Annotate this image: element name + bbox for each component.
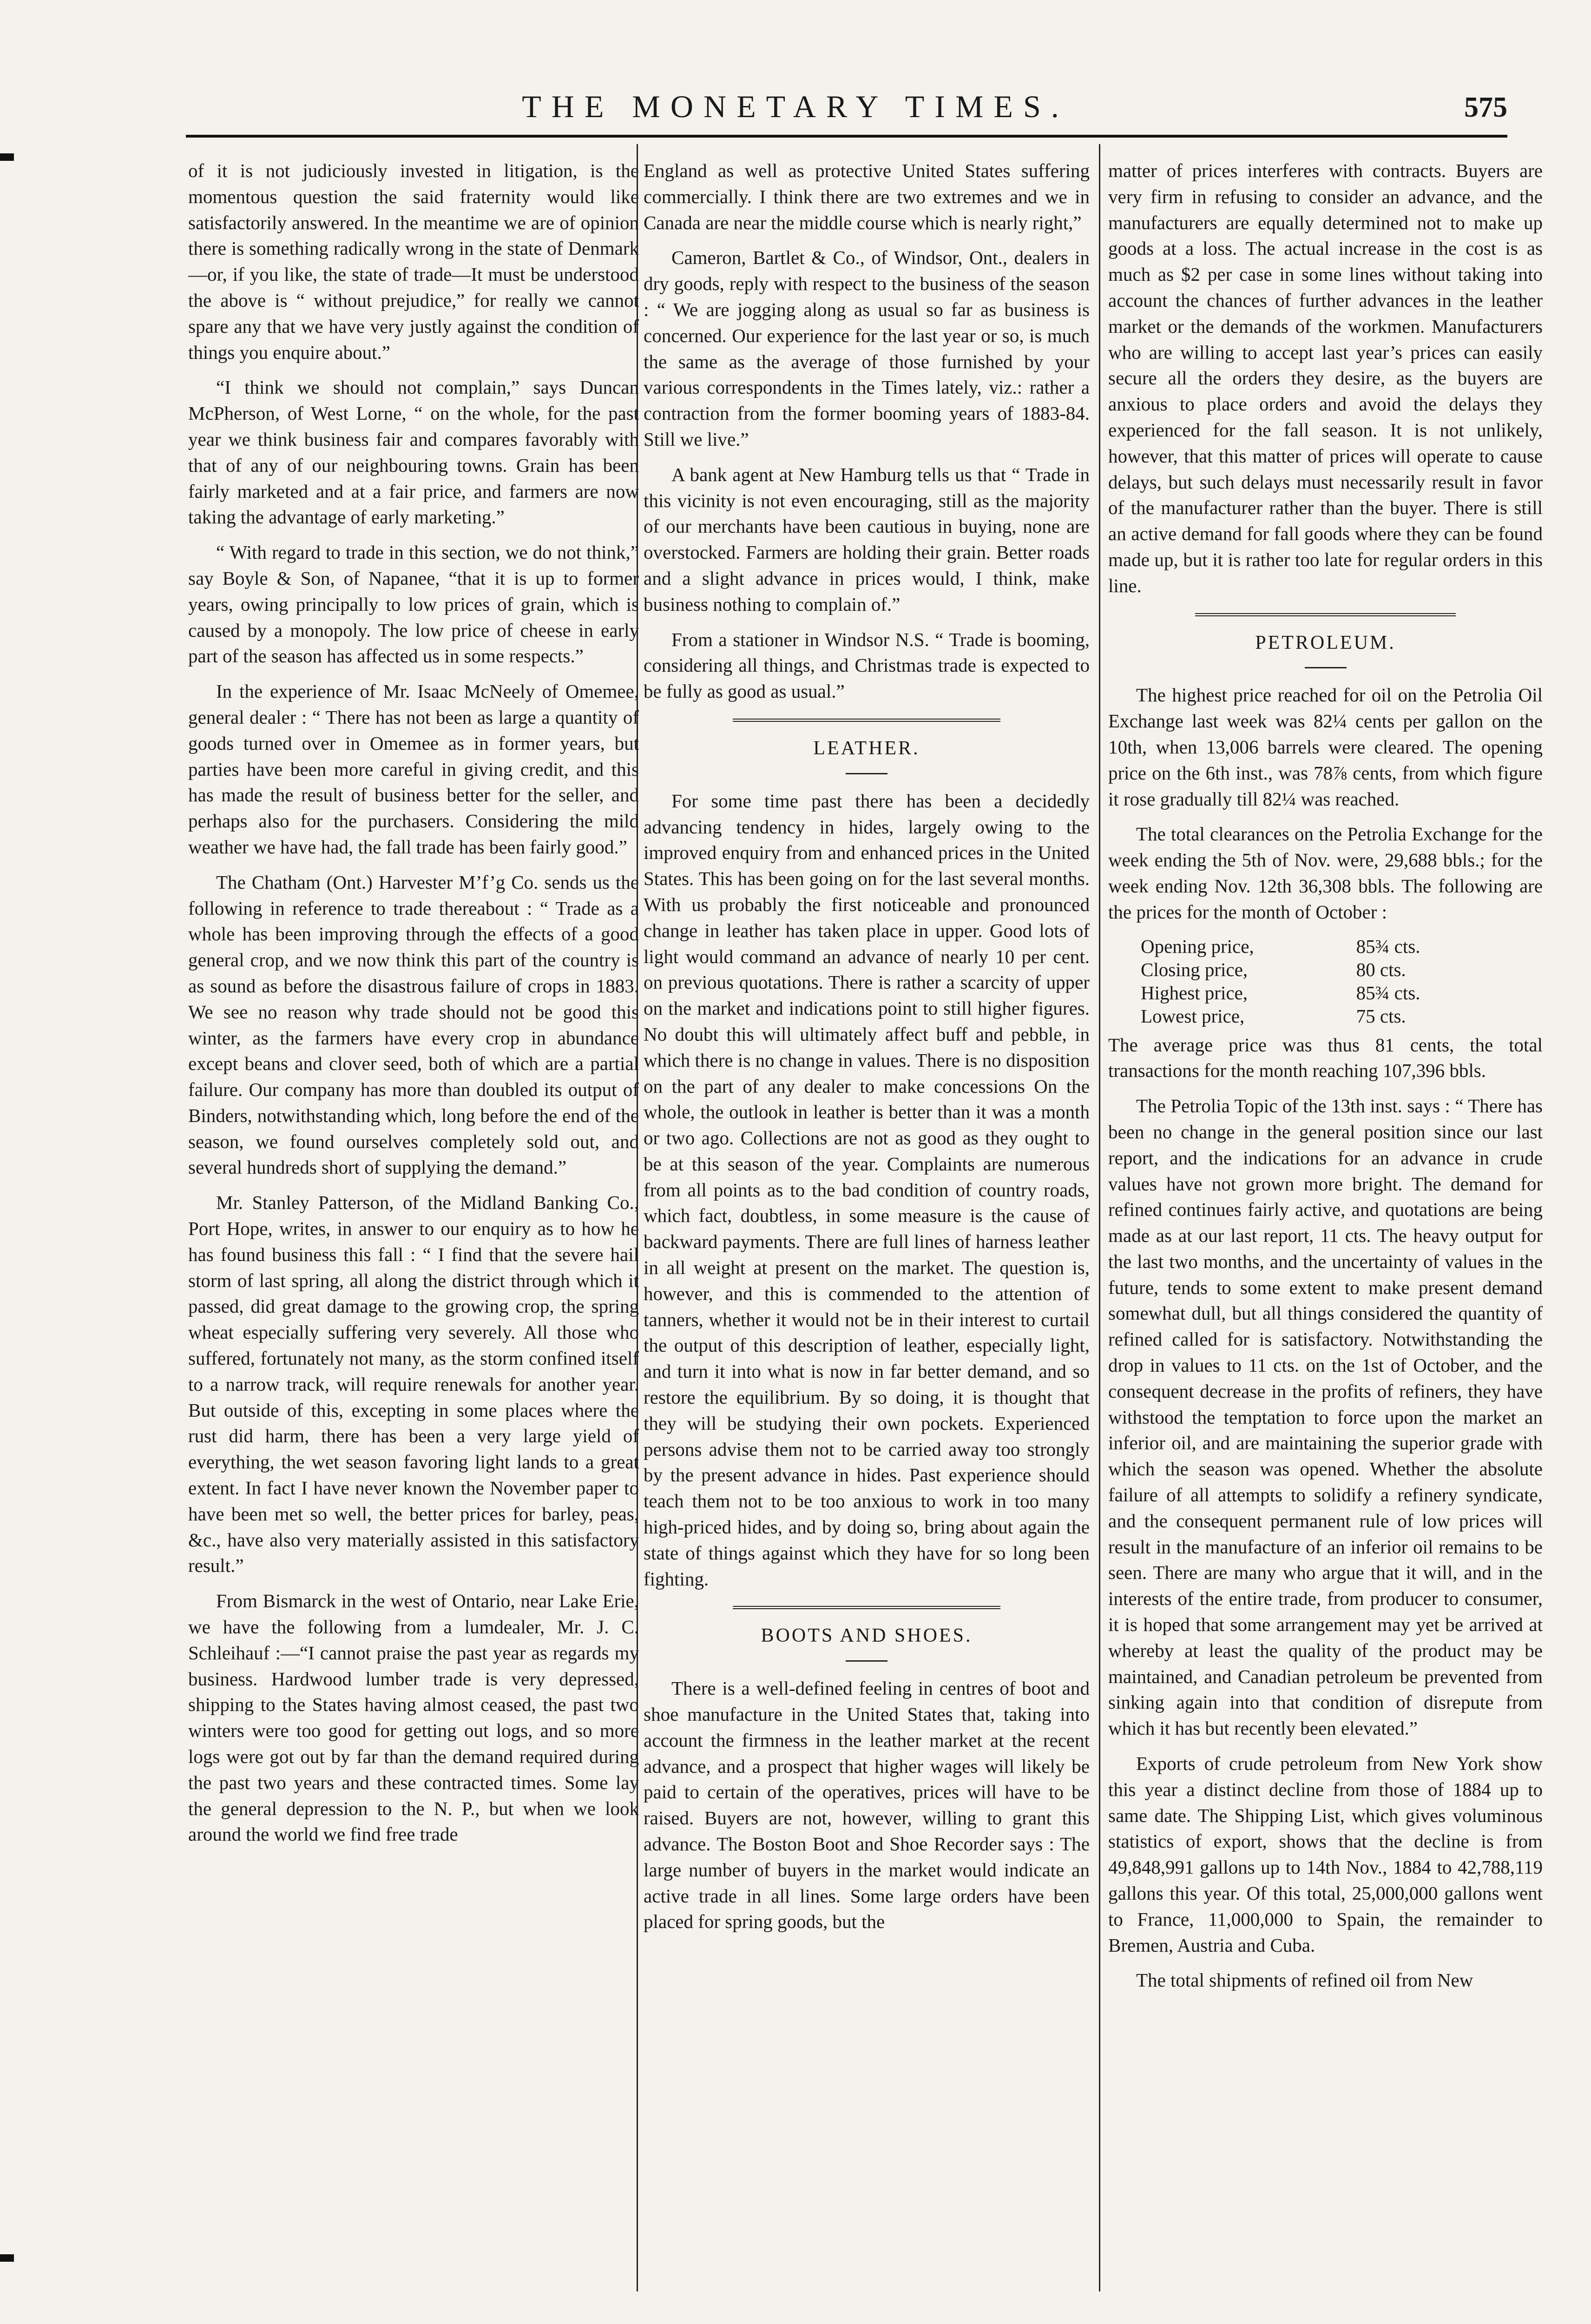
price-label: Lowest price, [1141,1005,1245,1027]
section-heading-leather: LEATHER. [813,737,920,759]
paragraph: The total clearances on the Petrolia Exchange for the week ending the 5th of Nov. were, 29,688 bbls.; for the week ending Nov. 12th 36,308 bbls. The following are the prices for the month of October : [1108,823,1543,923]
paragraph: England as well as protective United States suffering commercially. I think there are two extremes and we in Canada are near the middle course which is nearly right,” [644,160,1090,233]
page-number: 575 [1464,92,1507,123]
column-2 [644,158,1090,2264]
paragraph: “I think we should not complain,” says Duncan McPherson, of West Lorne, “ on the whole, for the past year we think business fair and compares favorably with that of any of our neighbouring towns. Grain has been fairly marketed and at a fair price, and farmers are now taking the advantage of early marketing.” [188,376,639,528]
paragraph: The Petrolia Topic of the 13th inst. says : “ There has been no change in the general position since our last report, and the indications for an advance in crude values have not grown more bright. The demand for refined continues fairly active, and quotations are being made as at our last report, 11 cts. The heavy output for the last two months, and the uncertainty of values in the future, tends to some extent to make present demand somewhat dull, but all things considered the quantity of refined called for is satisfactory. Notwithstanding the drop in values to 11 cts. on the 1st of October, and the consequent decrease in the profits of refiners, they have withstood the temptation to force upon the market an inferior oil, and are maintaining the superior grade with which the season was opened. Whether the absolute failure of all attempts to solidify a refinery syndicate, and the consequent permanent rule of low prices will result in the manufacture of an inferior oil remains to be seen. There are many who argue that it will, and in the interests of the entire trade, from producer to consumer, it is hoped that some arrangement may yet be arrived at whereby at least the quality of the product may be maintained, and Canadian petroleum be prevented from sinking again into that condition of disrepute from which it has but recently been elevated.” [1108,1095,1543,1739]
heading-rule [1305,667,1347,668]
paragraph: The total shipments of refined oil from New [1136,1969,1473,1991]
section-divider [733,1606,1000,1611]
paragraph: Exports of crude petroleum from New York show this year a distinct decline from those of 1884 up to same date. The Shipping List, which gives voluminous statistics of export, shows that the decline is from 49,848,991 gallons up to 14th Nov., 1884 to 42,788,119 gallons this year. Of this total, 25,000,000 gallons went to France, 11,000,000 to Spain, the remainder to Bremen, Austria and Cuba. [1108,1753,1543,1956]
paragraph: matter of prices interferes with contracts. Buyers are very firm in refusing to consider an advance, and the manufacturers are equally determined not to make up goods at a loss. The actual increase in the cost is as much as $2 per case in some lines without taking into account the chances of further advances in the leather market or the demands of the workmen. Manufacturers who are willing to accept last year’s prices can easily secure all the orders they desire, as the buyers are anxious to place orders and avoid the delays they experienced for the fall season. It is not unlikely, however, that this matter of prices will operate to cause delays, but such delays must necessarily result in favor of the manufacturer rather than the buyer. There is still an active demand for fall goods where they can be found made up, but it is rather too late for regular orders in this line. [1108,160,1543,596]
price-value: 85¾ cts. [1356,935,1420,957]
section-heading-petroleum: PETROLEUM. [1255,632,1396,654]
price-row [1141,958,1439,981]
paragraph: Mr. Stanley Patterson, of the Midland Banking Co., Port Hope, writes, in answer to our enquiry as to how he has found business this fall : “ I find that the severe hail storm of last spring, all along the district through which it passed, did great damage to the growing crop, the spring wheat especially suffering very severely. All those who suffered, fortunately not many, as the storm confined itself to a narrow track, will require renewals for another year. But outside of this, excepting in some places where the rust did harm, there has been a very large yield of everything, the wet season favoring light lands to a great extent. In fact I have never known the November paper to have been met so well, the better prices for barley, peas, &c., have also very materially assisted in this satisfactory result.” [188,1192,639,1577]
section-divider [1195,613,1456,618]
price-label: Highest price, [1141,982,1248,1004]
header-rule [186,135,1507,138]
price-label: Closing price, [1141,958,1248,980]
paragraph: The highest price reached for oil on the Petrolia Oil Exchange last week was 82¼ cents per gallon on the 10th, when 13,006 barrels were cleared. The opening price on the 6th inst., was 78⅞ cents, from which figure it rose gradually till 82¼ was reached. [1108,684,1543,810]
paragraph: of it is not judiciously invested in litigation, is the momentous question the said fraternity would like satisfactorily answered. In the meantime we are of opinion there is something radically wrong in the state of Denmark—or, if you like, the state of trade—It must be understood the above is “ without prejudice,” for really we cannot spare any that we have very justly against the condition of things you enquire about.” [188,160,639,363]
price-row [1141,935,1439,958]
price-label: Opening price, [1141,935,1254,957]
price-value: 80 cts. [1356,958,1406,980]
price-row [1141,1004,1439,1028]
paragraph: The Chatham (Ont.) Harvester M’f’g Co. sends us the following in reference to trade thereabout : “ Trade as a whole has been improving through the effects of a good general crop, and we now think this part of the country is as sound as before the disastrous failure of crops in 1883. We see no reason why trade should not be good this winter, as the farmers have every crop in abundance except beans and clover seed, both of which are a partial failure. Our company has more than doubled its output of Binders, notwithstanding which, long before the end of the season, we found ourselves completely sold out, and several hundreds short of supplying the demand.” [188,871,639,1178]
paragraph: A bank agent at New Hamburg tells us that “ Trade in this vicinity is not even encouraging, still as the majority of our merchants have been cautious in buying, none are overstocked. Farmers are holding their grain. Better roads and a slight advance in prices would, I think, make business nothing to complain of.” [644,463,1090,615]
page-header [0,88,1591,125]
section-divider [733,719,1000,724]
margin-mark [0,153,14,161]
paragraph: For some time past there has been a decidedly advancing tendency in hides, largely owing to the improved enquiry from and enhanced prices in the United States. This has been going on for the last several months. With us probably the first noticeable and pronounced change in leather has taken place in upper. Good lots of light would command an advance of nearly 10 per cent. on previous quotations. There is rather a scarcity of upper on the market and indications point to still higher figures. No doubt this will ultimately affect buff and pebble, in which there is no change in values. There is no disposition on the part of any dealer to make concessions On the whole, the outlook in leather is better than it was a month or two ago. Collections are not as good as they ought to be at this season of the year. Complaints are numerous from all points as to the bad condition of country roads, which fact, doubtless, in some measure is the cause of backward payments. There are full lines of harness leather in all weight at present on the market. The question is, however, and this is commended to the attention of tanners, whether it would not be in their interest to curtail the output of this description of leather, especially light, and turn it into what is now in far better demand, and so restore the equilibrium. By so doing, it is thought that they will be studying their own pockets. Experienced persons advise them not to be carried away too strongly by the present advance in hides. Past experience should teach them not to be too anxious to work in too many high-priced hides, and by doing so, bring about again the state of things against which they have for so long been fighting. [644,790,1090,1590]
price-table [1141,935,1439,1028]
paragraph: In the experience of Mr. Isaac McNeely of Omemee, general dealer : “ There has not been as large a quantity of goods turned over in Omemee as in former years, but parties have been more careful in giving credit, and this has made the result of business better for the seller, and perhaps also for the purchasers. Considering the mild weather we have had, the fall trade has been fairly good.” [188,680,639,858]
paragraph: From Bismarck in the west of Ontario, near Lake Erie, we have the following from a lumdealer, Mr. J. C. Schleihauf :—“I cannot praise the past year as regards my business. Hardwood lumber trade is very depressed, shipping to the States having almost ceased, the past two winters were too good for getting out logs, and so more logs were got out by far than the demand required during the past two years and these contracted times. Some lay the general depression to the N. P., but when we look around the world we find free trade [188,1590,639,1845]
price-row [1141,981,1439,1004]
heading-rule [846,773,888,774]
paragraph: There is a well-defined feeling in centres of boot and shoe manufacture in the United States that, taking into account the firmness in the leather market at the recent advance, and a prospect that higher wages will likely be paid to certain of the operatives, prices will have to be raised. Buyers are not, however, willing to grant this advance. The Boston Boot and Shoe Recorder says : The large number of buyers in the market would indicate an active trade in all lines. Some large orders have been placed for spring goods, but the [644,1677,1090,1933]
price-value: 75 cts. [1356,1005,1406,1027]
price-value: 85¾ cts. [1356,982,1420,1004]
column-divider [1099,144,1100,2291]
paragraph: The average price was thus 81 cents, the total transactions for the month reaching 107,396 bbls. [1108,1034,1543,1082]
column-1 [188,158,639,2264]
column-3 [1108,158,1543,2264]
paragraph: Cameron, Bartlet & Co., of Windsor, Ont., dealers in dry goods, reply with respect to the business of the season : “ We are jogging along as usual so far as business is concerned. Our experience for the last year or so, is much the same as the average of those furnished by your various correspondents in the Times lately, viz.: rather a contraction from the former booming years of 1883-84. Still we live.” [644,247,1090,450]
masthead-title: THE MONETARY TIMES. [522,89,1069,124]
paragraph: “ With regard to trade in this section, we do not think,” say Boyle & Son, of Napanee, “that it is up to former years, owing principally to low prices of grain, which is caused by a monopoly. The low price of cheese in early part of the season has affected us in some respects.” [188,541,639,667]
section-heading-boots: BOOTS AND SHOES. [761,1625,973,1647]
paragraph: From a stationer in Windsor N.S. “ Trade is booming, considering all things, and Christmas trade is expected to be fully as good as usual.” [644,628,1090,702]
margin-mark [0,2254,14,2262]
heading-rule [846,1660,888,1662]
